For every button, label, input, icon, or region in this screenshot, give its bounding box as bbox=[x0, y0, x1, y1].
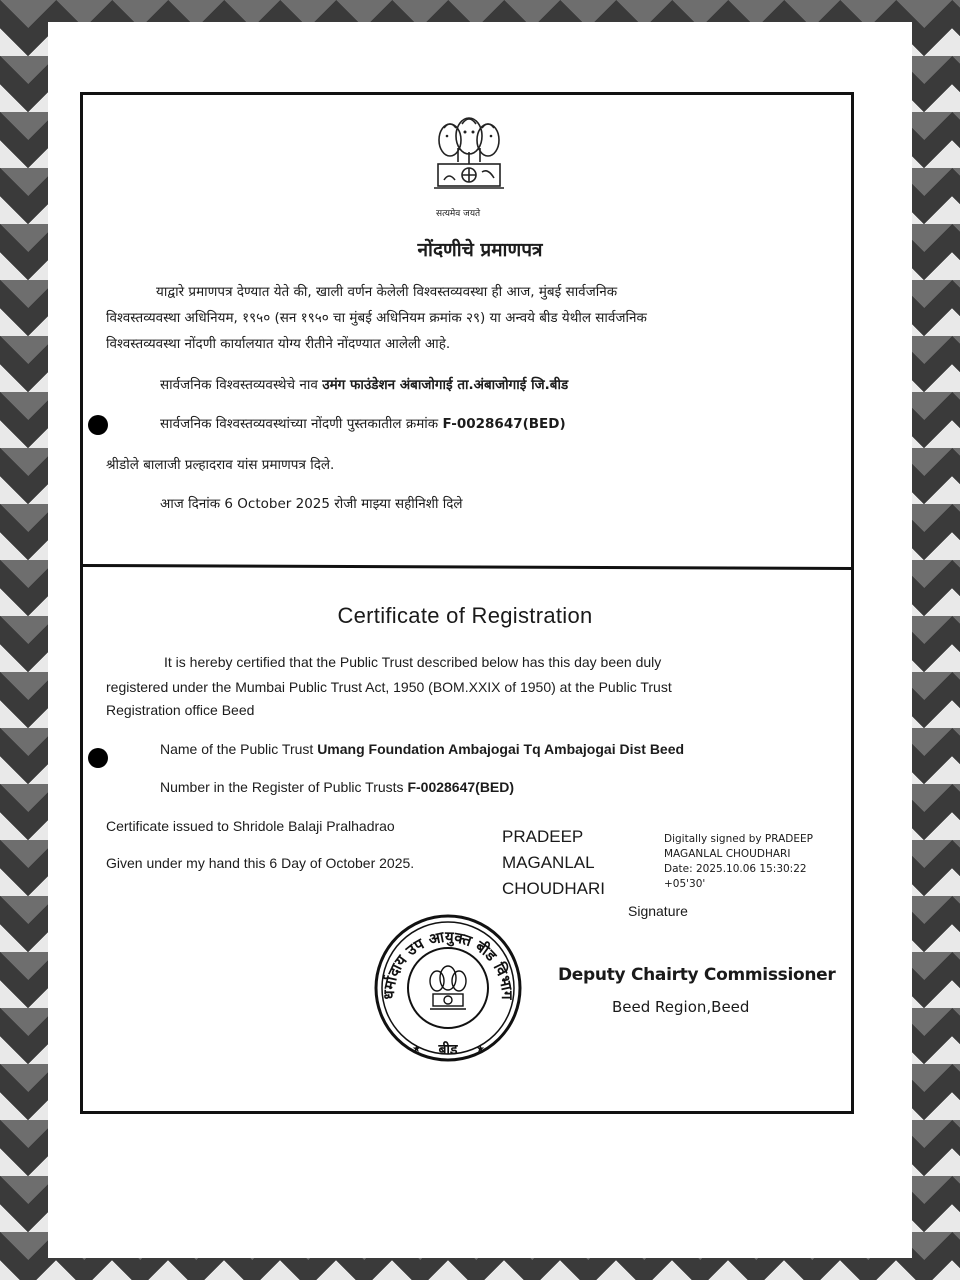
signer-name-line-3: CHOUDHARI bbox=[502, 879, 605, 898]
digital-signature-details bbox=[664, 832, 814, 892]
english-title: Certificate of Registration bbox=[337, 603, 593, 628]
signer-name-line-2: MAGANLAL bbox=[502, 853, 595, 872]
english-register-row bbox=[160, 779, 514, 795]
national-emblem-icon bbox=[424, 100, 514, 205]
marathi-register-label: सार्वजनिक विश्वस्तव्यवस्थांच्या नोंदणी पुस्तकातील क्रमांक bbox=[160, 416, 439, 432]
office-title: Deputy Chairty Commissioner bbox=[558, 965, 836, 985]
english-trust-name-label: Name of the Public Trust bbox=[160, 741, 314, 757]
digital-sig-line-3: Date: 2025.10.06 15:30:22 bbox=[664, 863, 807, 875]
english-intro-line-3: Registration office Beed bbox=[106, 702, 255, 718]
digital-sig-line-2: MAGANLAL CHOUDHARI bbox=[664, 848, 791, 860]
svg-text:★: ★ bbox=[412, 1044, 421, 1055]
office-region: Beed Region,Beed bbox=[612, 998, 750, 1016]
marathi-issued-to: श्रीडोले बालाजी प्रल्हादराव यांस प्रमाणपत्र दिले. bbox=[106, 457, 335, 473]
marathi-register-row bbox=[160, 414, 566, 432]
english-given-line: Given under my hand this 6 Day of October 2025. bbox=[106, 855, 415, 871]
marathi-intro-line-1: याद्वारे प्रमाणपत्र देण्यात येते की, खाली वर्णन केलेली विश्वस्तव्यवस्था ही आज, मुंबई सार्वजनिक bbox=[156, 284, 618, 300]
punch-hole-bottom bbox=[88, 748, 108, 768]
marathi-title: नोंदणीचे प्रमाणपत्र bbox=[417, 239, 543, 261]
marathi-given-line: आज दिनांक 6 October 2025 रोजी माझ्या सहीनिशी दिले bbox=[160, 496, 463, 512]
official-seal-stamp bbox=[372, 912, 524, 1064]
svg-text:★: ★ bbox=[476, 1044, 485, 1055]
signature-label: Signature bbox=[628, 903, 688, 919]
marathi-intro-line-3: विश्वस्तव्यवस्था नोंदणी कार्यालयात योग्य रीतीने नोंदण्यात आलेली आहे. bbox=[106, 336, 451, 352]
english-trust-name-value: Umang Foundation Ambajogai Tq Ambajogai Dist Beed bbox=[317, 741, 685, 757]
marathi-register-value: F-0028647(BED) bbox=[442, 416, 566, 432]
english-register-value: F-0028647(BED) bbox=[407, 779, 515, 795]
seal-emblem-icon bbox=[430, 966, 466, 1009]
emblem-motto: सत्यमेव जयते bbox=[436, 209, 481, 219]
marathi-intro-line-2: विश्वस्तव्यवस्था अधिनियम, १९५० (सन १९५० चा मुंबई अधिनियम क्रमांक २९) या अन्वये बीड येथील सार्वजनिक bbox=[106, 310, 647, 326]
digital-sig-line-1: Digitally signed by PRADEEP bbox=[664, 833, 813, 845]
english-issued-to: Certificate issued to Shridole Balaji Pralhadrao bbox=[106, 818, 395, 834]
signer-name-line-1: PRADEEP bbox=[502, 827, 584, 846]
signer-name bbox=[502, 824, 642, 902]
digital-sig-line-4: +05'30' bbox=[664, 878, 706, 890]
seal-bottom-text: बीड bbox=[438, 1042, 458, 1058]
english-trust-name-row bbox=[160, 741, 684, 757]
english-register-label: Number in the Register of Public Trusts bbox=[160, 779, 404, 795]
marathi-trust-name-row bbox=[160, 375, 568, 393]
marathi-trust-name-value: उमंग फाउंडेशन अंबाजोगाई ता.अंबाजोगाई जि.बीड bbox=[322, 377, 569, 393]
english-intro-line-2: registered under the Mumbai Public Trust Act, 1950 (BOM.XXIX of 1950) at the Public Trust bbox=[106, 679, 672, 695]
seal-ring-text: धर्मादाय उप आयुक्त बीड विभाग bbox=[379, 927, 517, 1000]
marathi-trust-name-label: सार्वजनिक विश्वस्तव्यवस्थेचे नाव bbox=[160, 377, 318, 393]
punch-hole-top bbox=[88, 415, 108, 435]
english-intro-line-1: It is hereby certified that the Public Trust described below has this day been duly bbox=[164, 654, 662, 670]
